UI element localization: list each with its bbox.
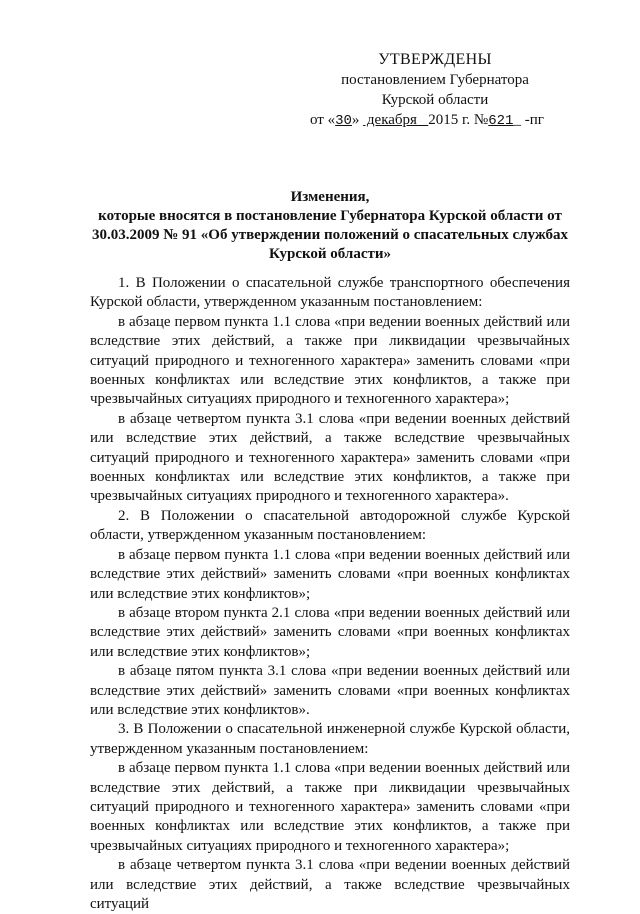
approval-block: [300, 50, 570, 131]
date-prefix: от «: [310, 112, 336, 128]
title-line-4: Курской области»: [268, 246, 392, 262]
paragraph: в абзаце первом пункта 1.1 слова «при ведении военных действий или вследствие этих действий, а также при ликвидации чрезвычайных ситуаций природного и техногенного характера» заменить словами «при военных конфликтах или вследствие этих конфликтов, а также при чрезвычайных ситуациях природного и техногенного характера»;: [90, 313, 570, 408]
paragraph: в абзаце пятом пункта 3.1 слова «при ведении военных действий или вследствие этих действий» заменить словами «при военных конфликтах или вследствие этих конфликтов».: [90, 663, 570, 718]
document-body: [90, 274, 570, 914]
paragraph: в абзаце четвертом пункта 3.1 слова «при ведении военных действий или вследствие этих действий, а также вследствие чрезвычайных ситуаций природного и техногенного характера» заменить словами «при военных конфликтах или вследствие этих конфликтов, а также при чрезвычайных ситуациях природного и техногенного характера».: [90, 410, 570, 505]
date-day: 30: [335, 113, 352, 129]
date-month: декабря: [363, 112, 429, 128]
approval-line-1: постановлением Губернатора: [341, 72, 529, 88]
paragraph: 1. В Положении о спасательной службе транспортного обеспечения Курской области, утвержденном указанным постановлением:: [90, 275, 570, 311]
date-mid: »: [351, 112, 364, 128]
title-line-3: 30.03.2009 № 91 «Об утверждении положений о спасательных службах: [91, 227, 569, 243]
decree-suffix: _ -пг: [513, 112, 544, 128]
paragraph: 2. В Положении о спасательной автодорожной службе Курской области, утвержденном указанным постановлением:: [90, 507, 570, 544]
title-line-2: которые вносятся в постановление Губернатора Курской области от: [98, 208, 562, 224]
paragraph: в абзаце четвертом пункта 3.1 слова «при ведении военных действий или вследствие этих действий, а также вследствие чрезвычайных ситуаций: [90, 857, 570, 912]
paragraph: в абзаце первом пункта 1.1 слова «при ведении военных действий или вследствие этих действий» заменить словами «при военных конфликтах или вследствие этих конфликтов»;: [90, 546, 570, 602]
approval-line-2: Курской области: [381, 92, 489, 108]
paragraph: в абзаце втором пункта 2.1 слова «при ведении военных действий или вследствие этих действий» заменить словами «при военных конфликтах или вследствие этих конфликтов»;: [90, 604, 570, 660]
title-line-1: Изменения,: [290, 189, 370, 205]
document-title: [90, 188, 570, 264]
approval-date-line: [300, 110, 570, 131]
approval-heading: УТВЕРЖДЕНЫ: [378, 51, 492, 68]
date-year: 2015 г. №: [428, 112, 489, 128]
decree-number: 621: [488, 113, 514, 129]
paragraph: в абзаце первом пункта 1.1 слова «при ведении военных действий или вследствие этих действий, а также при ликвидации чрезвычайных ситуаций природного и техногенного характера» заменить словами «при военных конфликтах или вследствие этих конфликтов, а также при чрезвычайных ситуациях природного и техногенного характера»;: [90, 760, 570, 854]
paragraph: 3. В Положении о спасательной инженерной службе Курской области, утвержденном указанным постановлением:: [90, 721, 570, 757]
